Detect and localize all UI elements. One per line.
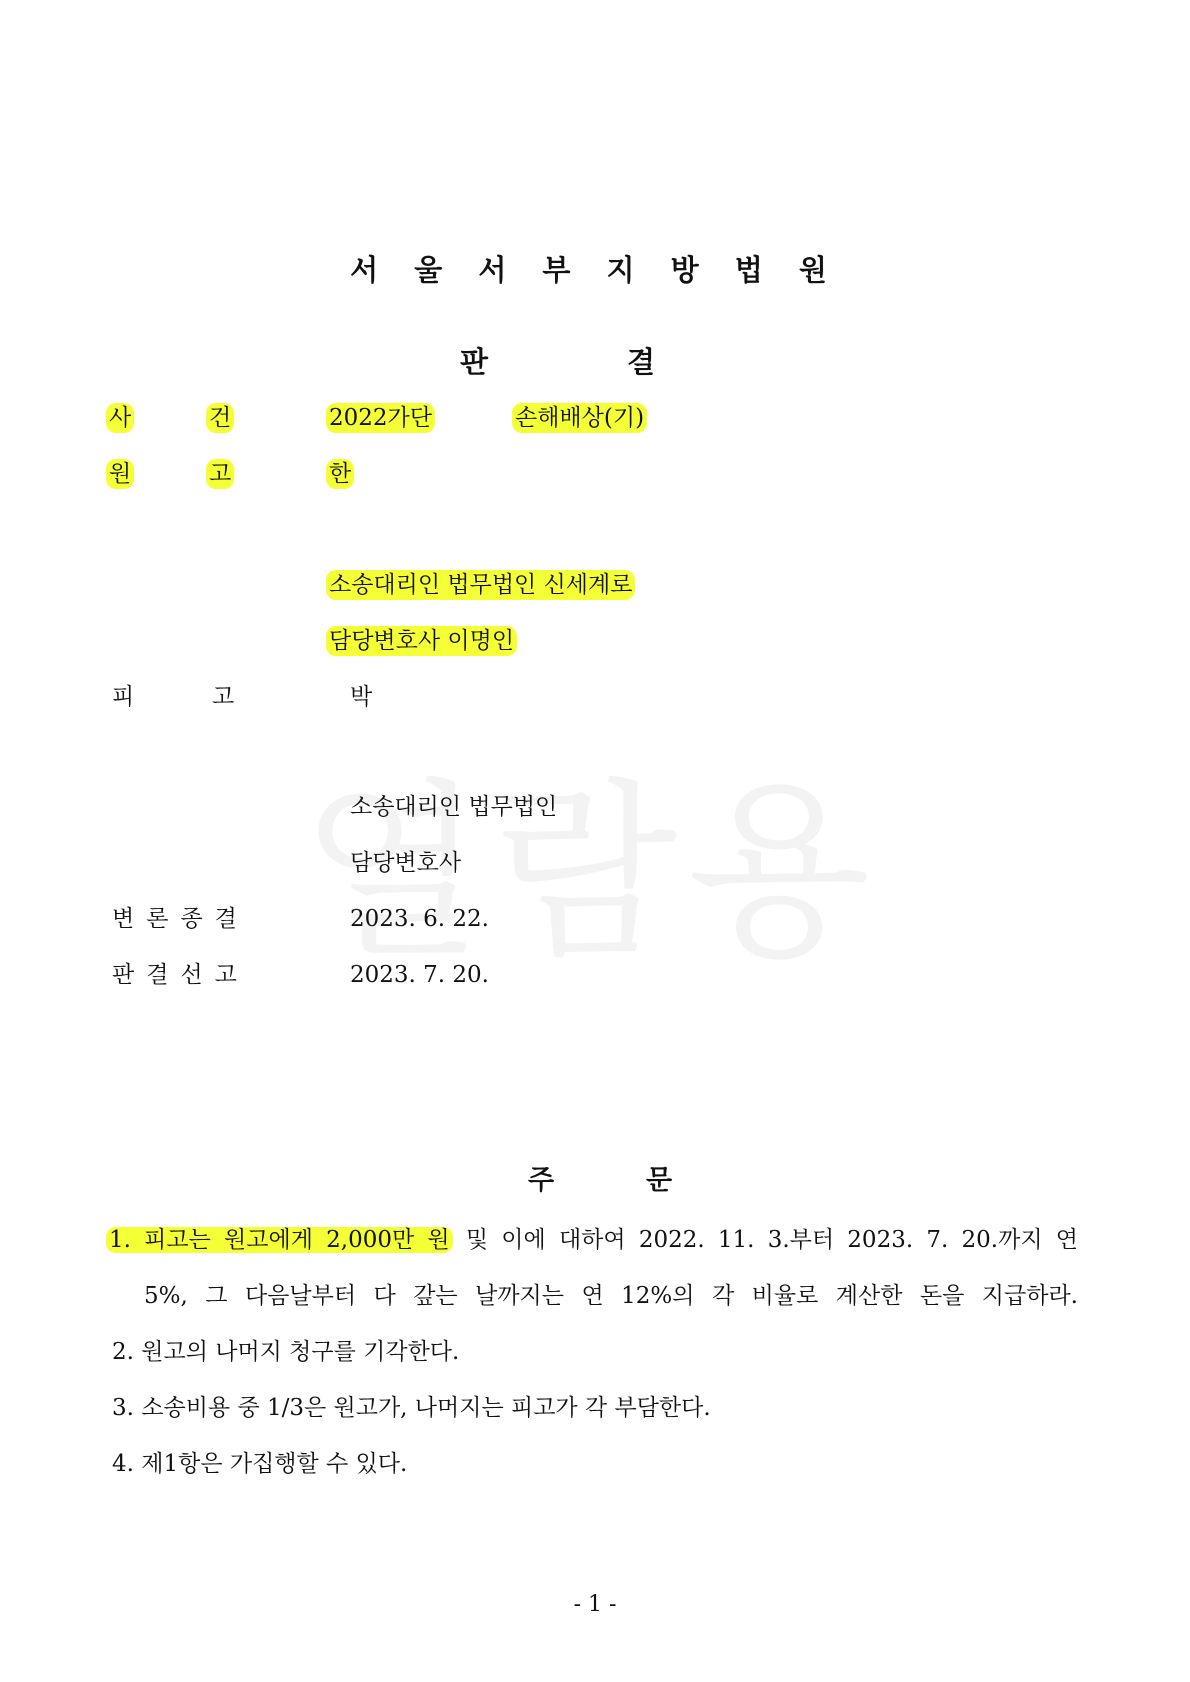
order-item-1-rest: 및 이에 대하여 2022. 11. 3.부터 2023. 7. 20.까지 연 xyxy=(452,1227,1078,1253)
order-item-2: 2. 원고의 나머지 청구를 기각한다. xyxy=(112,1339,460,1365)
order-item-1-line-1 xyxy=(109,1225,1078,1255)
order-item-1-highlight: 1. 피고는 원고에게 2,000만 원 xyxy=(106,1227,453,1253)
defendant-name: 박 xyxy=(350,684,373,710)
case-label-2: 건 xyxy=(206,403,234,433)
hearing-end-label: 변론종결 xyxy=(112,906,249,932)
plaintiff-name: 한 xyxy=(326,459,354,489)
order-item-1-line-2: 5%, 그 다음날부터 다 갚는 날까지는 연 12%의 각 비율로 계산한 돈을 지급하라. xyxy=(144,1283,1078,1309)
hearing-end-date: 2023. 6. 22. xyxy=(350,906,489,932)
order-item-3: 3. 소송비용 중 1/3은 원고가, 나머지는 피고가 각 부담한다. xyxy=(112,1395,711,1421)
order-title-right: 문 xyxy=(646,1165,673,1196)
page-number: - 1 - xyxy=(573,1592,617,1617)
plaintiff-lawyer: 담당변호사 이명인 xyxy=(326,626,517,656)
order-item-4: 4. 제1항은 가집행할 수 있다. xyxy=(112,1451,408,1477)
defendant-label-2: 고 xyxy=(212,684,235,710)
sentence-label: 판결선고 xyxy=(112,962,249,988)
plaintiff-agent: 소송대리인 법무법인 신세계로 xyxy=(326,570,635,600)
order-title-left: 주 xyxy=(528,1165,555,1196)
defendant-label-1: 피 xyxy=(112,684,135,710)
plaintiff-label-2: 고 xyxy=(206,459,234,489)
case-label-1: 사 xyxy=(106,403,134,433)
case-number: 2022가단 xyxy=(326,403,435,433)
document-title-right: 결 xyxy=(627,345,656,379)
court-name: 서 울 서 부 지 방 법 원 xyxy=(350,253,840,287)
case-name: 손해배상(기) xyxy=(512,403,647,433)
document-title-left: 판 xyxy=(460,345,489,379)
defendant-lawyer: 담당변호사 xyxy=(350,850,462,876)
defendant-agent: 소송대리인 법무법인 xyxy=(350,794,558,820)
plaintiff-label-1: 원 xyxy=(106,459,134,489)
sentence-date: 2023. 7. 20. xyxy=(350,962,489,988)
